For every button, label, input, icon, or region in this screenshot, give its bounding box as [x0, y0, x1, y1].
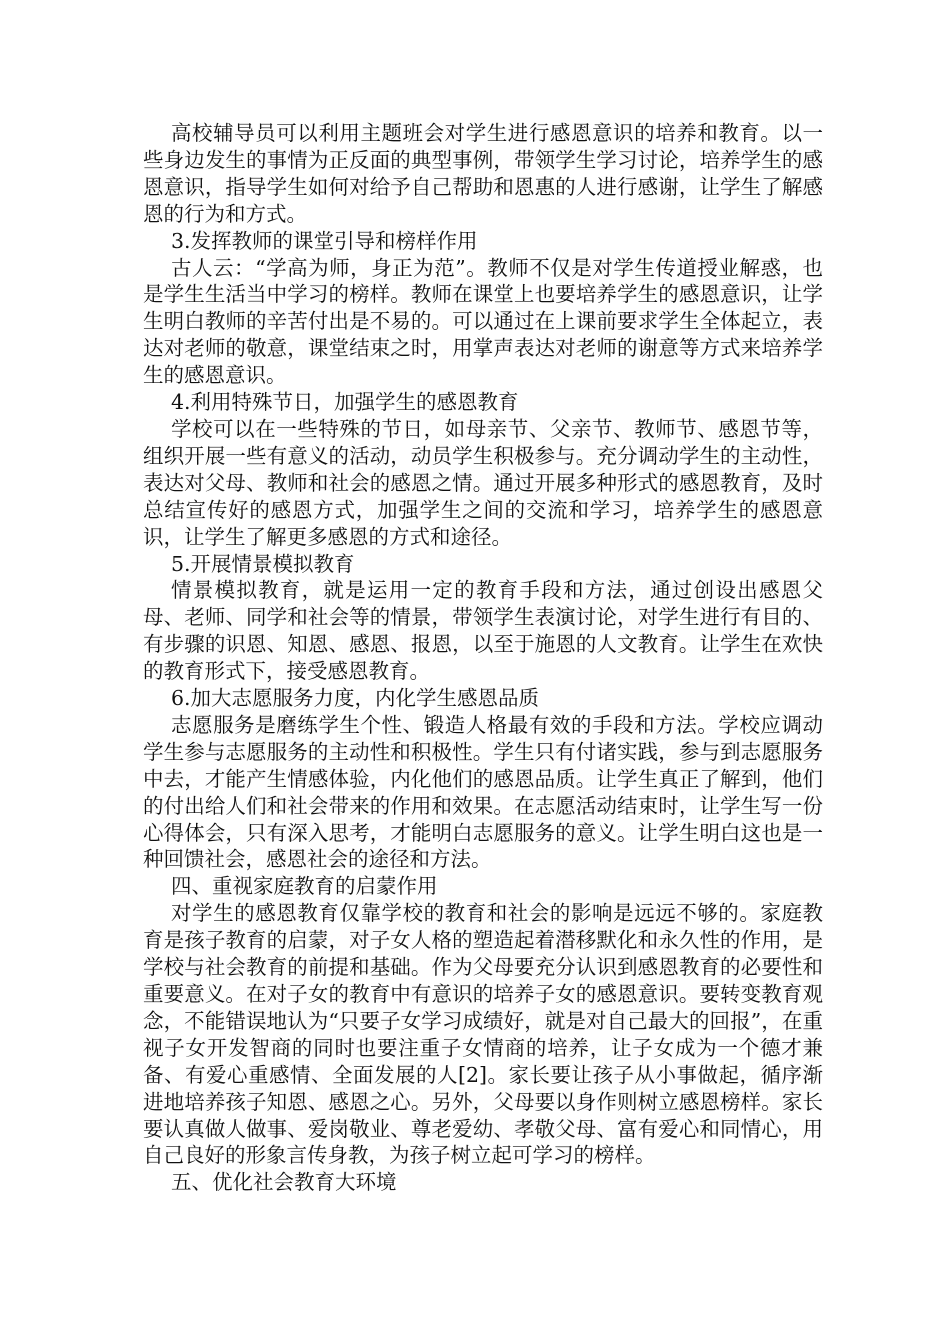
- heading-scenario-simulation: 5.开展情景模拟教育: [171, 551, 355, 576]
- paragraph-counselor-class-meeting: 高校辅导员可以利用主题班会对学生进行感恩意识的培养和教育。以一些身边发生的事情为正反面的典型事例，带领学生学习讨论，培养学生的感恩意识，指导学生如何对给予自己帮助和恩惠的人进行感谢，让学生了解感恩的行为和方式。: [143, 121, 823, 226]
- paragraph-special-holidays: 学校可以在一些特殊的节日，如母亲节、父亲节、教师节、感恩节等，组织开展一些有意义的活动，动员学生积极参与。充分调动学生的主动性，表达对父母、教师和社会的感恩之情。通过开展多种形式的感恩教育，及时总结宣传好的感恩方式，加强学生之间的交流和学习，培养学生的感恩意识，让学生了解更多感恩的方式和途径。: [143, 416, 823, 549]
- paragraph-scenario-simulation: 情景模拟教育，就是运用一定的教育手段和方法，通过创设出感恩父母、老师、同学和社会等的情景，带领学生表演讨论，对学生进行有目的、有步骤的识恩、知恩、感恩、报恩，以至于施恩的人文教育。让学生在欢快的教育形式下，接受感恩教育。: [143, 578, 823, 684]
- heading-social-environment: 五、优化社会教育大环境: [171, 1170, 397, 1195]
- paragraph-volunteer-service: 志愿服务是磨练学生个性、锻造人格最有效的手段和方法。学校应调动学生参与志愿服务的主动性和积极性。学生只有付诸实践，参与到志愿服务中去，才能产生情感体验，内化他们的感恩品质。让学生真正了解到，他们的付出给人们和社会带来的作用和效果。在志愿活动结束时，让学生写一份心得体会，只有深入思考，才能明白志愿服务的意义。让学生明白这也是一种回馈社会，感恩社会的途径和方法。: [143, 712, 823, 872]
- heading-family-education: 四、重视家庭教育的启蒙作用: [171, 874, 438, 899]
- document-page: [143, 120, 823, 1196]
- heading-teacher-role: 3.发挥教师的课堂引导和榜样作用: [171, 228, 478, 253]
- paragraph-teacher-role: 古人云：“学高为师，身正为范”。教师不仅是对学生传道授业解惑，也是学生生活当中学习的榜样。教师在课堂上也要培养学生的感恩意识，让学生明白教师的辛苦付出是不易的。可以通过在上课前要求学生全体起立，表达对老师的敬意，课堂结束之时，用掌声表达对老师的谢意等方式来培养学生的感恩意识。: [143, 255, 823, 388]
- heading-volunteer-service: 6.加大志愿服务力度，内化学生感恩品质: [171, 686, 540, 711]
- heading-special-holidays: 4.利用特殊节日，加强学生的感恩教育: [171, 390, 519, 415]
- paragraph-family-education: 对学生的感恩教育仅靠学校的教育和社会的影响是远远不够的。家庭教育是孩子教育的启蒙，对子女人格的塑造起着潜移默化和永久性的作用，是学校与社会教育的前提和基础。作为父母要充分认识到感恩教育的必要性和重要意义。在对子女的教育中有意识的培养子女的感恩意识。要转变教育观念，不能错误地认为“只要子女学习成绩好，就是对自己最大的回报”，在重视子女开发智商的同时也要注重子女情商的培养，让子女成为一个德才兼备、有爱心重感情、全面发展的人[2]。家长要让孩子从小事做起，循序渐进地培养孩子知恩、感恩之心。另外，父母要以身作则树立感恩榜样。家长要认真做人做事、爱岗敬业、尊老爱幼、孝敬父母、富有爱心和同情心，用自己良好的形象言传身教，为孩子树立起可学习的榜样。: [143, 901, 823, 1168]
